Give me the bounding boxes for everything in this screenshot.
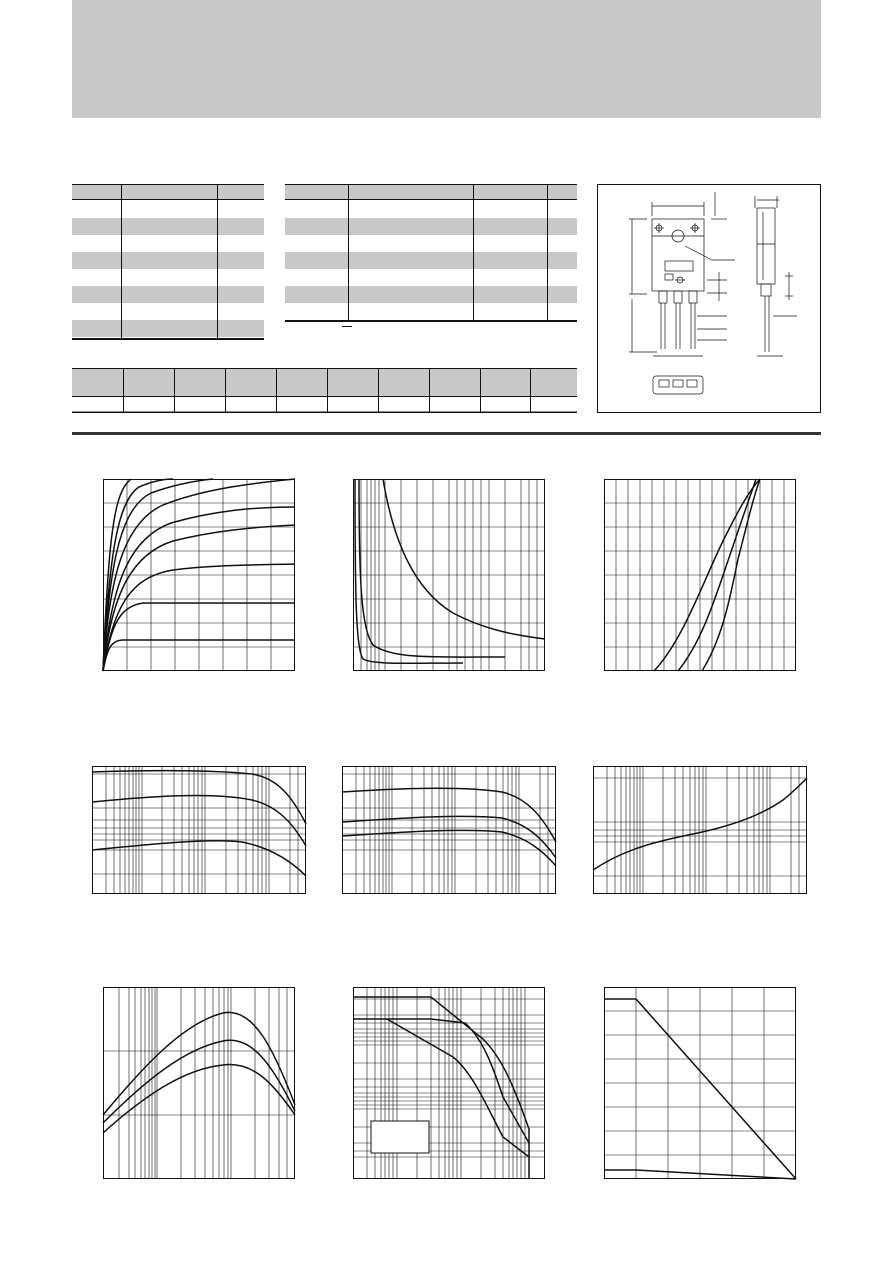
hfe-rank-table <box>72 368 577 414</box>
chart-ic-vbe <box>604 479 796 671</box>
electrical-characteristics-table <box>285 184 577 330</box>
chart-safe-operating-area <box>353 987 545 1179</box>
chart-vcesat-ic <box>593 766 807 894</box>
chart-ft-ie <box>103 987 295 1179</box>
package-outline-drawing <box>597 184 821 413</box>
chart-ic-vce <box>103 479 295 671</box>
chart-vce-ib <box>353 479 545 671</box>
header-band <box>72 0 821 118</box>
absolute-max-ratings-table <box>72 184 264 342</box>
section-divider <box>72 432 821 435</box>
chart-hfe-ic-1 <box>92 766 306 894</box>
chart-hfe-ic-2 <box>342 766 556 894</box>
chart-pc-ta <box>604 987 796 1179</box>
